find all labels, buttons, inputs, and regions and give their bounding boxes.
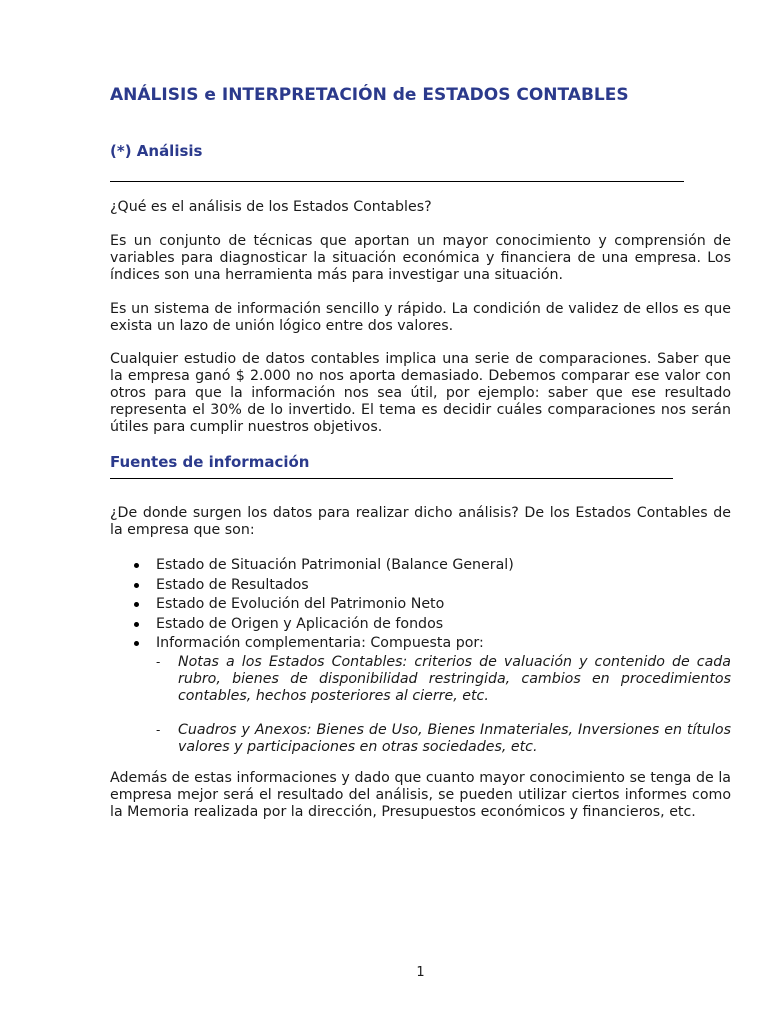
section-heading-fuentes: Fuentes de información: [110, 453, 310, 471]
sub-list-item: [110, 722, 731, 756]
page-number: 1: [416, 965, 425, 980]
list-item-label: Información complementaria: Compuesta por:: [156, 635, 484, 651]
dash-marker: -: [156, 722, 161, 737]
list-item: [110, 556, 731, 576]
bullet-icon: [134, 602, 139, 607]
list-item-label: Estado de Evolución del Patrimonio Neto: [156, 596, 445, 612]
dash-marker: -: [156, 654, 161, 669]
sub-list-item-text: Notas a los Estados Contables: criterios de valuación y contenido de cada rubro, bienes de disponibilidad restringida, cambios en procedimientos contables, hechos posteriores al cierre, etc.: [178, 653, 731, 704]
paragraph-comparisons: Cualquier estudio de datos contables implica una serie de comparaciones. Saber que la empresa ganó $ 2.000 no nos aporta demasiado. Debemos comparar ese valor con otros para que la información nos sea útil, por ejemplo: saber que ese resultado representa el 30% de lo invertido. El tema es decidir cuáles comparaciones nos serán útiles para cumplir nuestros objetivos.: [110, 351, 731, 435]
complementary-info-list: [156, 654, 731, 756]
list-item: [110, 615, 731, 635]
sub-list-item-text: Cuadros y Anexos: Bienes de Uso, Bienes Inmateriales, Inversiones en títulos valores y participaciones en otras sociedades, etc.: [178, 721, 731, 755]
bullet-icon: [134, 622, 139, 627]
list-item-label: Estado de Origen y Aplicación de fondos: [156, 615, 444, 632]
section-divider: [110, 181, 684, 182]
paragraph-definition: Es un conjunto de técnicas que aportan un mayor conocimiento y comprensión de variables para diagnosticar la situación económica y financiera de una empresa. Los índices son una herramienta más para investigar una situación.: [110, 233, 731, 283]
sub-list-item: [110, 654, 731, 705]
document-page: [110, 0, 731, 1024]
list-item: [110, 634, 731, 756]
bullet-icon: [134, 563, 139, 568]
document-title: ANÁLISIS e INTERPRETACIÓN de ESTADOS CONTABLES: [110, 85, 629, 105]
list-item-label: Estado de Resultados: [156, 576, 309, 593]
section-divider: [110, 478, 673, 479]
statements-list: [110, 556, 731, 756]
bullet-icon: [134, 641, 139, 646]
question-paragraph: ¿Qué es el análisis de los Estados Contables?: [110, 199, 432, 215]
paragraph-closing: Además de estas informaciones y dado que cuanto mayor conocimiento se tenga de la empresa mejor será el resultado del análisis, se pueden utilizar ciertos informes como la Memoria realizada por la dirección, Presupuestos económicos y financieros, etc.: [110, 770, 731, 820]
list-item-label: Estado de Situación Patrimonial (Balance General): [156, 557, 514, 573]
bullet-icon: [134, 583, 139, 588]
section-heading-analisis: (*) Análisis: [110, 142, 203, 160]
paragraph-system: Es un sistema de información sencillo y rápido. La condición de validez de ellos es que exista un lazo de unión lógico entre dos valores.: [110, 301, 731, 334]
list-item: [110, 595, 731, 615]
list-item: [110, 576, 731, 596]
paragraph-sources-intro: ¿De donde surgen los datos para realizar dicho análisis? De los Estados Contables de la empresa que son:: [110, 505, 731, 538]
